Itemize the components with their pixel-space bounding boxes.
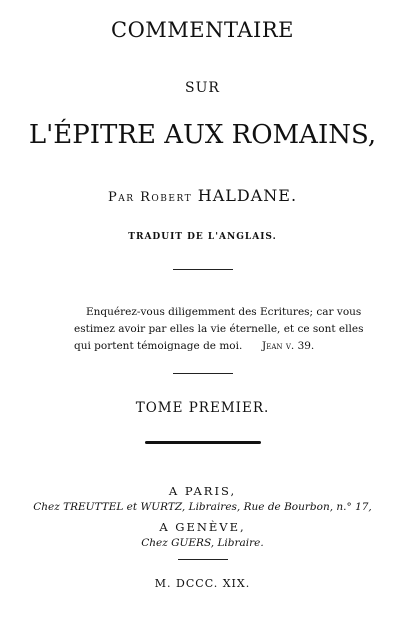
title-epitre-romains: L'ÉPITRE AUX ROMAINS,: [28, 120, 377, 150]
translated-note: TRADUIT DE L'ANGLAIS.: [128, 232, 277, 242]
divider-rule: [173, 373, 233, 374]
epigraph-line-1: Enquérez-vous diligemment des Ecritures; car vous: [86, 306, 362, 318]
imprint-city-geneve: A GENÈVE,: [159, 520, 246, 534]
divider-rule: [178, 559, 228, 560]
epigraph-reference: Jean v. 39.: [262, 340, 315, 352]
ornamental-rule: [145, 441, 261, 444]
author-line: [0, 186, 405, 205]
publication-date: M. DCCC. XIX.: [154, 577, 251, 590]
divider-rule: [173, 269, 233, 270]
title-commentaire: COMMENTAIRE: [111, 18, 294, 42]
imprint-publisher-geneve: Chez GUERS, Libraire.: [141, 537, 264, 549]
author-prefix: Par Robert: [107, 190, 193, 205]
epigraph-line-2: estimez avoir par elles la vie éternelle, et ce sont elles: [74, 323, 364, 335]
title-sur: SUR: [185, 80, 220, 96]
epigraph-line-3: qui portent témoignage de moi.: [74, 340, 243, 352]
author-name: HALDANE.: [197, 186, 298, 205]
imprint-publisher-paris: Chez TREUTTEL et WURTZ, Libraires, Rue de Bourbon, n.° 17,: [33, 501, 372, 513]
volume-label: TOME PREMIER.: [135, 400, 270, 416]
imprint-city-paris: A PARIS,: [168, 484, 237, 498]
